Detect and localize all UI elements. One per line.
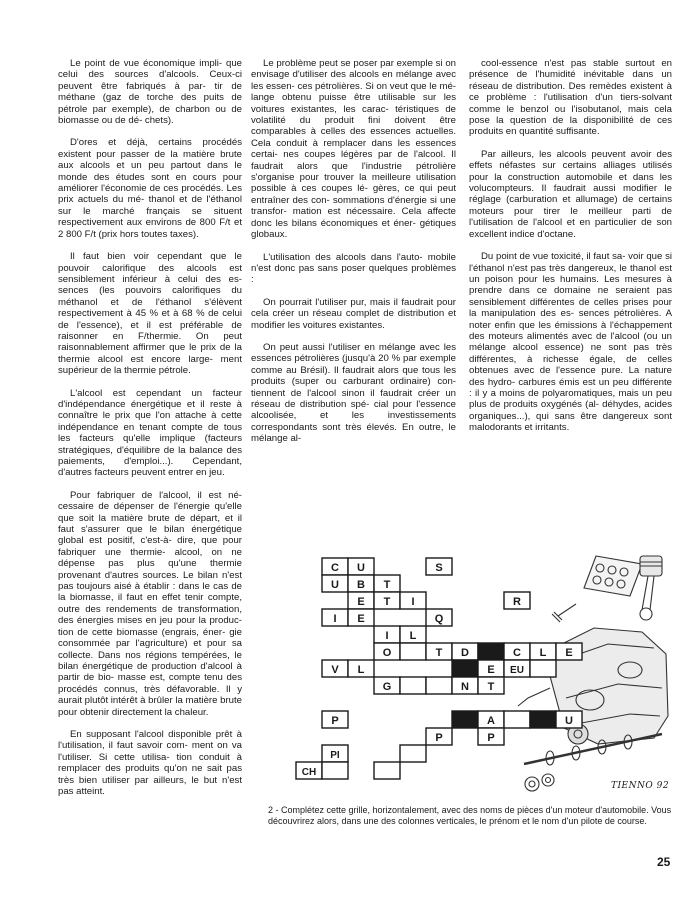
crossword-black-cell bbox=[530, 711, 556, 728]
crossword-letter: E bbox=[357, 596, 365, 608]
crossword-letter: I bbox=[385, 630, 389, 642]
crossword-letter: C bbox=[331, 562, 339, 574]
crossword-black-cell bbox=[478, 643, 504, 660]
paragraph: Pour fabriquer de l'alcool, il est né- cessaire de dépenser de l'énergie qu'elle que soit la matière brute de départ, et il faut s'assurer que le bilan énergétique global est positif, c'est-à- dire, que pour fabriquer une thermie- alcool, on ne dépense pas plus qu'une thermie provenant d'autres sources. Le bilan n'est pas toujours aisé à établir : dans le cas de la biomasse, il faut en effet tenir compte, outre des rendements de transformation, des énergies mises en jeu pour la produc- tion de cette biomasse (engrais, éner- gie consommée par l'agriculture) et pour sa collecte. Dans nos régions tempérées, le bilan énergétique de production d'alcool à partir de bio- masse est, compte tenu des procédés connus, très défavorable. Il y aurait plutôt intérêt à brûler la matière brute pour obtenir directement la chaleur. bbox=[58, 489, 242, 718]
crossword-letter: D bbox=[461, 647, 469, 659]
paragraph: Le point de vue économique impli- que celui des sources d'alcools. Ceux-ci peuvent être fabriqués à par- tir de méthane (gaz de torche des puits de pétrole par exemple), de charbon ou de biomasse ou de dé- chets). bbox=[58, 58, 242, 127]
crossword-letter: P bbox=[331, 715, 339, 727]
crossword-letter: M bbox=[460, 664, 470, 676]
crossword-letter: P bbox=[487, 732, 495, 744]
crossword-letter: CH bbox=[301, 767, 317, 778]
crossword-cell bbox=[322, 762, 348, 779]
paragraph: En supposant l'alcool disponible prêt à l'utilisation, il faut savoir com- ment on va l'utiliser. Si cette utilisa- tion conduit à remplacer des produits qu'on ne sait pas très bien utiliser par ailleurs, le but n'est pas atteint. bbox=[58, 728, 242, 797]
crossword-letter: A bbox=[487, 715, 495, 727]
crossword-letter: P bbox=[435, 732, 443, 744]
crossword-cell bbox=[400, 677, 426, 694]
paragraph: Par ailleurs, les alcools peuvent avoir des effets néfastes sur certains alliages utilisés pour la construction automobile et dans les volucompteurs. Il faudrait aussi modifier le réglage (carburation et allumage) de certains moteurs pour tirer le meilleur parti de l'utilisation de l'alcool et en particulier de son excellent indice d'octane. bbox=[469, 148, 672, 240]
crossword-cell bbox=[426, 677, 452, 694]
paragraph: Du point de vue toxicité, il faut sa- voir que si l'éthanol n'est pas très dangereux, le thanol est un poison pour les humains. Les mesures à prendre dans ce domaine ne seraient pas sensiblement différentes de celles prises pour la manipulation des es- sences pétrolières. A noter enfin que les émissions à l'échappement des moteurs alimentés avec de l'alcool (ou un mélange alcool essence) ne sont pas très différentes, à richesse égale, de celles obtenues avec de l'essence pure. La nature des hydro- carbures émis est un peu différente : il y a moins de polyaromatiques, mais un peu plus de produits oxygénés (al- déhydes, acides organiques...), qui sans être dangereux sont malodorants et irritants. bbox=[469, 251, 672, 434]
crossword-cell bbox=[530, 660, 556, 677]
crossword-letter: L bbox=[409, 630, 417, 642]
crossword-cells bbox=[296, 558, 582, 779]
crossword-letter: N bbox=[461, 681, 469, 693]
crossword-letter: EU bbox=[510, 665, 524, 676]
crossword-letter: E bbox=[357, 613, 365, 625]
crossword-letter: L bbox=[539, 647, 547, 659]
paragraph: cool-essence n'est pas stable surtout en présence de l'humidité inévitable dans un réseau de distribution. Des remèdes existent à ce problème : l'utilisation d'un tiers-solvant comme le benzol ou l'isobutanol, mais cela pose la question de la disponibilité de ces produits en quantité suffisante. bbox=[469, 58, 672, 138]
crossword-letter: C bbox=[513, 647, 521, 659]
crossword-letter: U bbox=[331, 579, 339, 591]
crossword-letter: PI bbox=[330, 750, 340, 761]
illustrator-signature: TIENNO 92 bbox=[611, 781, 670, 791]
crossword-letter: T bbox=[487, 681, 495, 693]
crossword-letter: I bbox=[333, 613, 337, 625]
crossword-letter: U bbox=[357, 562, 365, 574]
crossword-letter: O bbox=[382, 647, 392, 659]
crossword-letter: T bbox=[383, 596, 391, 608]
paragraph: On peut aussi l'utiliser en mélange avec les essences pétrolières (jusqu'à 20 % par exemple comme au Brésil). Il faudrait alors que tous les produits (super ou carburant ordinaire) con- tiennent de l'alcool sinon il faudrait créer un réseau de distribution spé- cial pour l'essence alcoolisée, et les investissements correspondants sont très élevés. En outre, le mélange al- bbox=[251, 341, 456, 445]
text-column-3 bbox=[469, 58, 672, 445]
crossword-letter: V bbox=[331, 664, 339, 676]
crossword-letter: G bbox=[382, 681, 392, 693]
crossword-caption: 2 - Complétez cette grille, horizontalement, avec des noms de pièces d'un moteur d'automobile. Vous découvrirez alors, dans une des colonnes verticales, le prénom et le nom d'un pilote de course. bbox=[268, 805, 672, 826]
crossword-letter: T bbox=[383, 579, 391, 591]
crossword-grid bbox=[258, 548, 672, 800]
page-number: 25 bbox=[657, 855, 671, 869]
text-column-1 bbox=[58, 58, 242, 808]
crossword-letter: U bbox=[565, 715, 573, 727]
paragraph: On pourrait l'utiliser pur, mais il faudrait pour cela créer un réseau complet de distribution et modifier les voitures existantes. bbox=[251, 296, 456, 331]
crossword-black-cell bbox=[452, 711, 478, 728]
crossword-letter: E bbox=[565, 647, 573, 659]
crossword-letter: S bbox=[435, 562, 443, 574]
crossword-letter: E bbox=[487, 664, 495, 676]
crossword-letter: R bbox=[513, 596, 521, 608]
crossword-cell bbox=[400, 745, 426, 762]
crossword-cell bbox=[504, 711, 530, 728]
crossword-letter: T bbox=[435, 647, 443, 659]
crossword-cell bbox=[374, 762, 400, 779]
crossword-letter: L bbox=[357, 664, 365, 676]
paragraph: Le problème peut se poser par exemple si on envisage d'utiliser des alcools en mélange avec les essen- ces pétrolières. Si on veut que le mé- lange obtenu puisse être utilisable sur les voitures existantes, les carac- téristiques de volatilité du produit fini doivent être comparables à celles des essences actuelles. Cela conduit à remplacer dans les essences certai- nes coupes légères par de l'alcool. Il faudrait alors que l'industrie pétrolière s'organise pour trouver la meilleure utilisation possible à ces coupes lé- gères, ce qui peut entraîner des con- sommations d'énergie si une transfor- mation est nécessaire. Cela affecte donc les bilans économiques et éner- gétiques globaux. bbox=[251, 58, 456, 241]
paragraph: L'alcool est cependant un facteur d'indépendance énergétique et il reste à connaître le prix que l'on attache à cette indépendance en tenant compte de tous les facteurs qu'elle implique (facteurs stratégiques, d'équilibre de la balance des paiements, d'emploi...). Cependant, d'autres facteurs peuvent entrer en jeu. bbox=[58, 387, 242, 479]
crossword-letter: Q bbox=[434, 613, 444, 625]
paragraph: L'utilisation des alcools dans l'auto- mobile n'est donc pas sans poser quelques problèmes : bbox=[251, 251, 456, 286]
crossword-illustration bbox=[258, 548, 672, 800]
crossword-cell bbox=[400, 643, 426, 660]
text-column-2 bbox=[251, 58, 456, 456]
crossword-letter: I bbox=[411, 596, 415, 608]
crossword-letter: B bbox=[357, 579, 365, 591]
paragraph: Il faut bien voir cependant que le pouvoir calorifique des alcools est sensiblement inférieur à celui des es- sences (les pouvoirs calorifiques du méthanol et de l'éthanol s'élèvent respectivement à 45 % et à 68 % de celui de l'essence), et il est préférable de raisonner en F/thermie. On peut raisonnablement affirmer que le prix de la thermie alcool est encore large- ment supérieur de la thermie pétrole. bbox=[58, 251, 242, 377]
paragraph: D'ores et déjà, certains procédés existent pour passer de la matière brute aux alcools et un peu partout dans le monde des études sont en cours pour améliorer l'économie de ces procédés. Les prix actuels du mé- thanol et de l'éthanol sur le marché français se situent respectivement aux environs de 800 F/t et 2 800 F/t (prix hors toutes taxes). bbox=[58, 137, 242, 240]
